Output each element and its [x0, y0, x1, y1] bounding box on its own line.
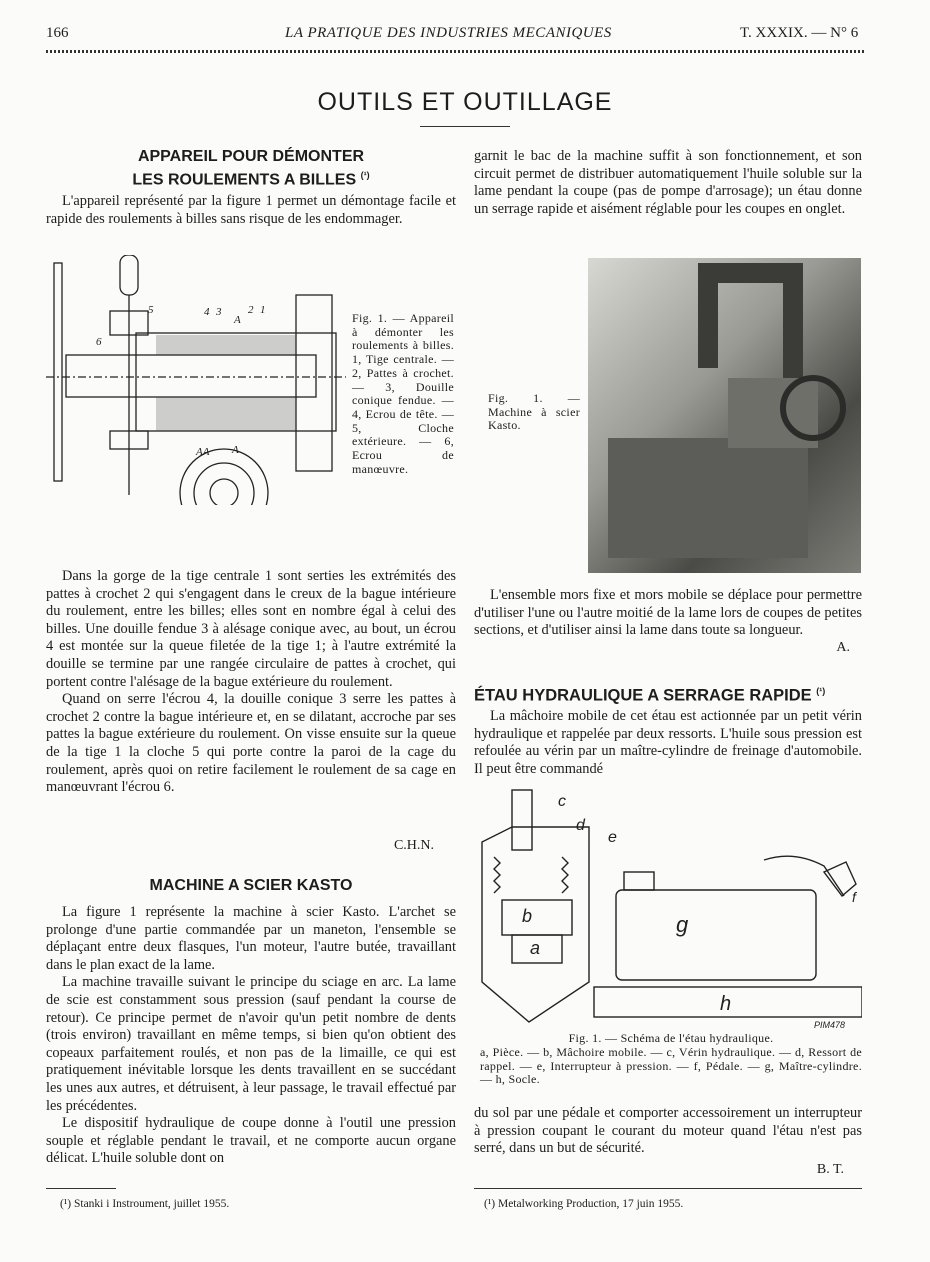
footnote-right: (¹) Metalworking Production, 17 juin 1955. — [484, 1198, 684, 1210]
article1-footnote-mark: (¹) — [360, 170, 370, 180]
left-flange — [54, 263, 62, 481]
fig1-label-3: 3 — [216, 306, 222, 318]
master-cylinder-g — [616, 890, 816, 980]
spring-right — [562, 857, 568, 893]
fig1-label-6: 6 — [96, 336, 102, 348]
fig1-label-aa: AA — [196, 446, 210, 458]
article3-footnote-mark: (¹) — [816, 686, 826, 696]
bearing-puller-figure — [46, 255, 346, 505]
vice-label-a: a — [530, 938, 541, 958]
pressure-switch-e — [624, 872, 654, 890]
vice-label-e: e — [608, 829, 617, 846]
header-rule — [46, 50, 864, 53]
fig1-label-1: 1 — [260, 304, 266, 316]
article1-signature: C.H.N. — [393, 838, 434, 853]
vice-caption-body: a, Pièce. — b, Mâchoire mobile. — c, Vérin hydraulique. — d, Ressort de rappel. — e, Interrupteur à pression. — f, Pédale. — g, Maître-cylindre. — h, Socle. — [480, 1045, 862, 1087]
fig1-label-a-top: A — [234, 314, 241, 326]
article3-signature: B. T. — [816, 1162, 844, 1177]
vice-label-g: g — [676, 912, 689, 937]
vice-label-d: d — [576, 817, 585, 834]
article1-para1: Dans la gorge de la tige centrale 1 sont serties les extrémités des pattes à crochet 2 qui s'engagent dans le creux de la bague intérieure du roulement, entre les billes; elles sont en nombre égal à celui des billes. Une douille fendue 3 à alésage conique avec, au bout, un écrou 4 est montée sur la queue filetée de la tige 1; à l'autre extrémité la douille se termine par une rangée circulaire de pattes à crochet, qui portent contre l'alésage de la bague extérieure du roulement. — [46, 568, 456, 690]
vice-frame-outline — [482, 827, 589, 1022]
section-aa-inner — [194, 463, 254, 505]
article2-body2 — [474, 587, 862, 640]
fig1-label-4: 4 — [204, 306, 210, 318]
article1-para2: Quand on serre l'écrou 4, la douille conique 3 serre les pattes à crochet 2 contre la bague intérieure et, en se dilatant, accroche par ses pattes la bague extérieure du roulement. On visse ensuite sur la queue de la tige 1 la cloche 5 qui porte contre la paroi de la cage du roulement, après quoi on retire facilement le roulement de sa cage en manœuvrant l'écrou 6. — [46, 691, 456, 796]
machine-base — [608, 438, 808, 558]
fig1-label-a-bottom: A — [232, 444, 239, 456]
article3-title-text: ÉTAU HYDRAULIQUE A SERRAGE RAPIDE — [474, 686, 812, 705]
vice-caption-title: Fig. 1. — Schéma de l'étau hydraulique. — [568, 1031, 774, 1045]
hatch-bottom — [156, 397, 296, 431]
article3-para2: du sol par une pédale et comporter accessoirement un interrupteur à pression coupant le courant du moteur quand l'étau n'est pas serré, dans un but de sécurité. — [474, 1105, 862, 1157]
title-underline — [420, 126, 510, 127]
bearing-cage — [296, 295, 332, 471]
vice-label-f: f — [852, 889, 856, 905]
journal-title: LA PRATIQUE DES INDUSTRIES MECANIQUES — [285, 25, 612, 41]
article1-body — [46, 568, 456, 797]
kasto-photo-shapes — [588, 258, 861, 573]
vice-label-b: b — [522, 906, 533, 926]
article2-body — [46, 904, 456, 1168]
footnote-rule-left — [46, 1188, 116, 1189]
moving-jaw-b — [502, 900, 572, 935]
handle-top — [120, 255, 138, 295]
hydraulic-vice-figure — [474, 782, 862, 1032]
hatch-top — [156, 335, 296, 355]
spring-left — [494, 857, 500, 893]
section-aa-core — [210, 479, 238, 505]
article3-body — [474, 708, 862, 778]
vice-label-c: c — [558, 793, 566, 810]
article3-title — [474, 682, 862, 705]
article2-signature: A. — [836, 640, 850, 655]
saw-arch — [698, 263, 803, 378]
article2-para3: Le dispositif hydraulique de coupe donne à l'outil une pression souple et réglable pendant le travail, et ne comporte aucun organe délicat. L'huile soluble dont on — [46, 1115, 456, 1167]
article2-title: MACHINE A SCIER KASTO — [149, 877, 353, 894]
fig1-label-5: 5 — [148, 304, 154, 316]
fig-kasto-caption: Fig. 1. — Machine à scier Kasto. — [488, 391, 580, 433]
section-title: OUTILS ET OUTILLAGE — [317, 88, 613, 116]
central-rod — [66, 355, 316, 397]
section-aa-outer — [180, 449, 268, 505]
article1-title-line1: APPAREIL POUR DÉMONTER — [137, 148, 365, 165]
page-number: 166 — [46, 25, 69, 41]
article1-intro: L'appareil représenté par la figure 1 permet un démontage facile et rapide des roulements à billes sans risque de les endommager. — [46, 193, 456, 227]
vice-label-h: h — [720, 993, 732, 1015]
article1-title — [46, 148, 456, 189]
kasto-machine-photo — [588, 258, 861, 573]
article3-para1: La mâchoire mobile de cet étau est actionnée par un petit vérin hydraulique et rappelée par deux ressorts. L'huile sous pression est refoulée au vérin par un maître-cylindre de freinage d'automobile. Il peut être commandé — [474, 708, 862, 777]
hydraulic-cylinder — [512, 790, 532, 850]
article2-para1: La figure 1 représente la machine à scier Kasto. L'archet se prolonge d'une partie commandée par un maneton, l'ensemble se déplaçant entre deux flasques, l'un moteur, l'autre butée, travaillant dans le plan exact de la lame. — [46, 904, 456, 973]
volume-number: T. XXXIX. — N° 6 — [740, 25, 859, 41]
vice-figure-ref: PIM478 — [814, 1020, 846, 1030]
article3-body2 — [474, 1105, 862, 1158]
footnote-left: (¹) Stanki i Instroument, juillet 1955. — [60, 1198, 230, 1210]
article2-para2: La machine travaille suivant le principe du sciage en arc. La lame de scie est constamment sous pression (sauf pendant la course de retour). Ce principe permet de n'avoir qu'un petit nombre de dents (trois environ) travaillant en même temps, si bien qu'on obtient des copeaux parfaitement roulés, et non pas de la limaille, ce qui est pratiquement inévitable lorsque les dents travaillent en se succédant les unes aux autres, et détruisent, à leur passage, le travail effectué par les précédentes. — [46, 974, 456, 1114]
fig1-caption: Fig. 1. — Appareil à démonter les roulements à billes. 1, Tige centrale. — 2, Pattes à crochet. — 3, Douille conique fendue. — 4, Ecrou de tête. — 5, Cloche extérieure. — 6, Ecrou de manœuvre. — [352, 311, 454, 476]
fig1-label-2: 2 — [248, 304, 254, 316]
article2-cont: garnit le bac de la machine suffit à son fonctionnement, et son circuit permet de distribuer automatiquement l'huile soluble sur la lame pendant la coupe (pas de pompe d'arrosage); un étau donne un serrage rapide et aisément réglable pour les coupes en onglet. — [474, 148, 862, 217]
article1-intro-block — [46, 193, 456, 228]
article2-para4: L'ensemble mors fixe et mors mobile se déplace pour permettre d'utiliser l'une ou l'autre moitié de la lame lors de coupes de petites sections, et d'utiliser ainsi la lame dans toute sa longueur. — [474, 587, 862, 639]
article1-title-line2: LES ROULEMENTS A BILLES — [132, 171, 357, 189]
footnote-rule-right — [474, 1188, 862, 1189]
article2-continuation — [474, 148, 862, 218]
